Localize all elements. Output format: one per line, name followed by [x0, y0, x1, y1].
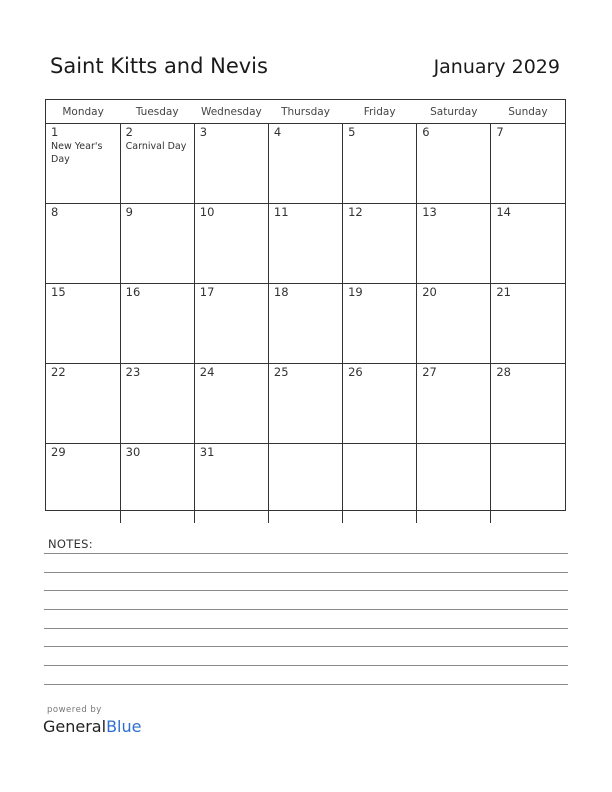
day-cell	[46, 124, 120, 204]
holiday-label: New Year's Day	[51, 141, 103, 165]
note-line	[44, 684, 568, 685]
day-cell	[120, 204, 194, 284]
note-line	[44, 646, 568, 647]
day-number: 25	[273, 365, 289, 379]
day-number: 6	[422, 125, 430, 139]
holiday-label: Carnival Day	[125, 141, 187, 152]
day-cell	[417, 204, 491, 284]
note-line	[44, 553, 568, 554]
calendar-grid	[45, 99, 566, 511]
day-number: 13	[422, 205, 437, 219]
weekday-header: Wednesday	[194, 100, 268, 124]
day-number: 31	[199, 445, 215, 459]
day-number: 11	[273, 205, 289, 219]
day-number: 23	[125, 365, 141, 379]
day-cell	[120, 284, 194, 364]
day-cell	[194, 444, 268, 524]
day-number: 3	[199, 125, 208, 139]
day-number: 26	[348, 365, 363, 379]
note-line	[44, 590, 568, 591]
note-line	[44, 572, 568, 573]
day-cell	[46, 204, 120, 284]
day-cell	[417, 124, 491, 204]
day-number: 17	[199, 285, 215, 299]
day-number: 28	[496, 365, 511, 379]
weekday-header: Sunday	[491, 100, 565, 124]
week-row	[46, 364, 565, 444]
day-number: 8	[51, 205, 59, 219]
day-cell	[120, 124, 194, 204]
day-number: 24	[199, 365, 215, 379]
day-cell	[268, 284, 342, 364]
day-number: 2	[125, 125, 133, 139]
day-cell	[268, 124, 342, 204]
note-line	[44, 665, 568, 666]
week-row	[46, 284, 565, 364]
day-number: 5	[348, 125, 356, 139]
day-cell	[194, 124, 268, 204]
day-cell	[194, 284, 268, 364]
day-cell	[491, 204, 565, 284]
generalblue-logo	[43, 717, 141, 736]
day-cell	[417, 284, 491, 364]
day-number: 10	[199, 205, 215, 219]
day-cell	[46, 444, 120, 524]
day-cell	[268, 364, 342, 444]
day-cell	[343, 124, 417, 204]
day-cell	[46, 364, 120, 444]
weekday-header: Monday	[46, 100, 120, 124]
day-number: 22	[51, 365, 66, 379]
day-number: 9	[125, 205, 133, 219]
day-cell	[417, 444, 491, 524]
day-number: 30	[125, 445, 141, 459]
month-title: January 2029	[433, 56, 560, 78]
day-cell	[268, 204, 342, 284]
day-cell	[491, 364, 565, 444]
day-number: 19	[348, 285, 363, 299]
day-cell	[343, 204, 417, 284]
day-cell	[120, 364, 194, 444]
day-cell	[343, 364, 417, 444]
week-row	[46, 204, 565, 284]
day-cell	[343, 284, 417, 364]
day-cell	[268, 444, 342, 524]
day-cell	[343, 444, 417, 524]
day-cell	[46, 284, 120, 364]
day-number: 14	[496, 205, 511, 219]
day-cell	[194, 364, 268, 444]
day-number: 20	[422, 285, 437, 299]
weekday-header: Thursday	[268, 100, 342, 124]
logo-general: General	[43, 717, 107, 736]
notes-label: NOTES:	[48, 537, 93, 551]
day-cell	[120, 444, 194, 524]
powered-by-text: powered by	[47, 705, 102, 715]
day-cell	[491, 284, 565, 364]
note-line	[44, 628, 568, 629]
day-number: 29	[51, 445, 66, 459]
day-number: 16	[125, 285, 141, 299]
logo-blue: Blue	[106, 717, 142, 736]
day-number: 12	[348, 205, 363, 219]
day-cell	[194, 204, 268, 284]
day-number: 4	[273, 125, 282, 139]
day-number: 1	[51, 125, 59, 139]
weekday-header: Tuesday	[120, 100, 194, 124]
note-line	[44, 609, 568, 610]
day-number: 18	[273, 285, 289, 299]
weekday-header: Friday	[343, 100, 417, 124]
day-number: 7	[496, 125, 504, 139]
day-number: 27	[422, 365, 437, 379]
day-cell	[417, 364, 491, 444]
day-cell	[491, 124, 565, 204]
week-row	[46, 124, 565, 204]
day-number: 21	[496, 285, 511, 299]
day-cell	[491, 444, 565, 524]
week-row	[46, 444, 565, 524]
weekday-header: Saturday	[417, 100, 491, 124]
country-title: Saint Kitts and Nevis	[50, 54, 268, 78]
day-number: 15	[51, 285, 66, 299]
